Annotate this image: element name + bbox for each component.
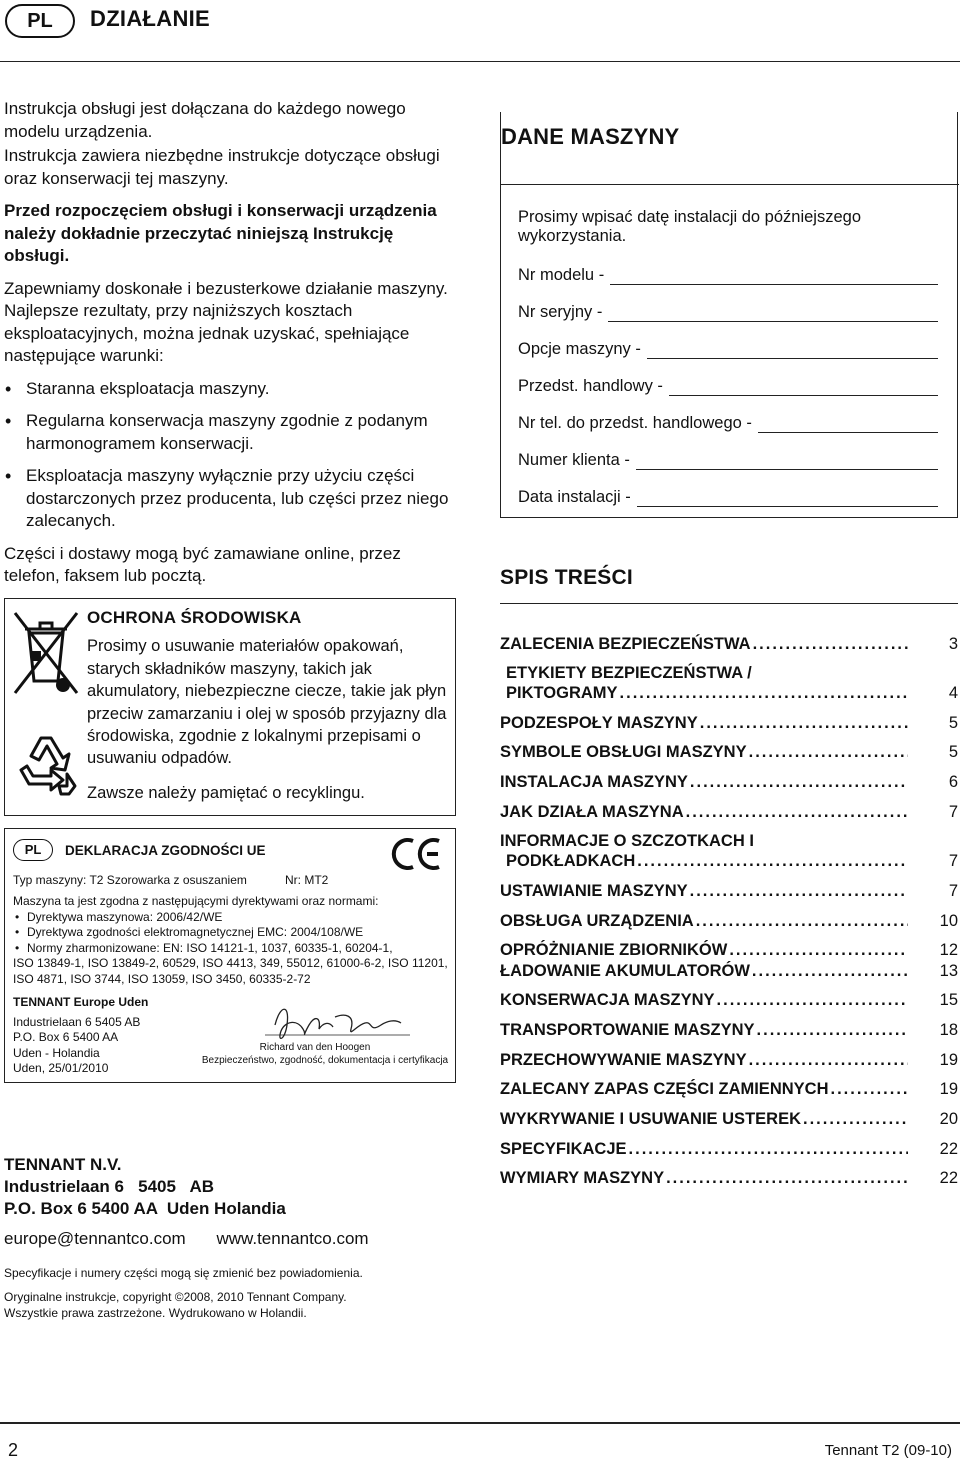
intro-paragraph-5: Części i dostawy mogą być zamawiane online, przez telefon, faksem lub pocztą. bbox=[4, 543, 401, 585]
company-address bbox=[4, 1154, 369, 1250]
company-email[interactable]: europe@tennantco.com bbox=[4, 1229, 186, 1248]
toc-page: 22 bbox=[939, 1169, 958, 1187]
toc-page: 4 bbox=[948, 684, 958, 702]
toc-dots bbox=[757, 1021, 908, 1040]
environment-text bbox=[87, 607, 447, 804]
toc-entry[interactable] bbox=[500, 1169, 958, 1189]
toc-entry-title: JAK DZIAŁA MASZYNA bbox=[500, 803, 684, 821]
toc-entry-title: WYKRYWANIE I USUWANIE USTEREK bbox=[500, 1110, 801, 1128]
toc-page: 13 bbox=[939, 962, 958, 980]
crossed-bin-icon bbox=[11, 609, 81, 697]
field-line[interactable] bbox=[636, 456, 938, 470]
copyright-line-1: Oryginalne instrukcje, copyright ©2008, 2010 Tennant Company. bbox=[4, 1290, 347, 1304]
toc-entry[interactable] bbox=[500, 635, 958, 655]
directives-intro: Maszyna ta jest zgodna z następującymi dyrektywami oraz normami: bbox=[13, 894, 379, 908]
list-item: • Eksploatacja maszyny wyłącznie przy użyciu części dostarczonych przez producenta, lub części przez niego zalecanych. bbox=[4, 465, 459, 533]
toc-dots bbox=[690, 882, 908, 901]
divider bbox=[500, 603, 958, 604]
list-item: • Staranna eksploatacja maszyny. bbox=[4, 378, 459, 401]
declaration-language-badge: PL bbox=[13, 839, 53, 861]
declaration-address bbox=[13, 995, 148, 1077]
toc-page: 3 bbox=[948, 635, 958, 653]
field-line[interactable] bbox=[669, 382, 938, 396]
toc-dots bbox=[686, 803, 908, 822]
declaration-city: Uden - Holandia bbox=[13, 1045, 100, 1060]
toc-entry-title: ŁADOWANIE AKUMULATORÓW bbox=[500, 962, 750, 980]
toc-page: 18 bbox=[939, 1021, 958, 1039]
machine-data-intro: Prosimy wpisać datę instalacji do późniejszego wykorzystania. bbox=[518, 208, 862, 245]
dealer-phone-field[interactable] bbox=[518, 414, 938, 433]
copyright-line-2: Wszystkie prawa zastrzeżone. Wydrukowano w Holandii. bbox=[4, 1305, 307, 1320]
toc-entry-title: TRANSPORTOWANIE MASZYNY bbox=[500, 1021, 755, 1039]
field-line[interactable] bbox=[637, 493, 938, 507]
toc-entry-title: KONSERWACJA MASZYNY bbox=[500, 991, 715, 1009]
toc-entry[interactable] bbox=[500, 1021, 958, 1041]
intro-paragraph-1: Instrukcja obsługi jest dołączana do każdego nowego modelu urządzenia. bbox=[4, 99, 406, 141]
environment-title: OCHRONA ŚRODOWISKA bbox=[87, 608, 302, 627]
field-label: Opcje maszyny - bbox=[518, 340, 641, 358]
model-number-field[interactable] bbox=[518, 266, 938, 285]
toc-dots bbox=[696, 912, 908, 931]
dealer-field[interactable] bbox=[518, 377, 938, 396]
field-label: Przedst. handlowy - bbox=[518, 377, 663, 395]
signer-role: Bezpieczeństwo, zgodność, dokumentacja i certyfikacja bbox=[201, 1055, 449, 1066]
toc-dots bbox=[637, 852, 908, 871]
list-item: • Dyrektywa maszynowa: 2006/42/WE bbox=[13, 910, 453, 926]
toc-dots bbox=[629, 1140, 908, 1159]
toc-entry[interactable] bbox=[500, 1051, 958, 1071]
environment-icons bbox=[11, 609, 81, 805]
toc-page: 6 bbox=[948, 773, 958, 791]
field-label: Nr seryjny - bbox=[518, 303, 603, 321]
machine-number: Nr: MT2 bbox=[285, 873, 329, 887]
page-title: DZIAŁANIE bbox=[90, 6, 211, 31]
intro-paragraph-4: Zapewniamy doskonałe i bezusterkowe działanie maszyny. Najlepsze rezultaty, przy najniższych kosztach eksploatacyjnych, można jednak uzyskać, spełniające następujące warunki: bbox=[4, 278, 448, 365]
field-line[interactable] bbox=[647, 345, 938, 359]
toc-entry-title: ETYKIETY BEZPIECZEŃSTWA / bbox=[506, 664, 752, 682]
toc-dots bbox=[666, 1169, 908, 1188]
company-website[interactable]: www.tennantco.com bbox=[216, 1229, 369, 1248]
toc-title: SPIS TREŚCI bbox=[500, 566, 633, 589]
ce-mark-icon bbox=[391, 837, 443, 871]
environment-body: Prosimy o usuwanie materiałów opakowań, starych składników maszyny, takich jak akumulatory, niebezpieczne ciecze, takie jak płyn przeciw zamarzaniu i olej w sposób przyjazny dla środowiska, zgodnie z lokalnymi przepisami o usuwaniu odpadów. bbox=[87, 637, 447, 768]
toc-page: 19 bbox=[939, 1051, 958, 1069]
toc-dots bbox=[752, 962, 908, 981]
toc-page: 15 bbox=[939, 991, 958, 1009]
toc-entry[interactable] bbox=[500, 1110, 958, 1130]
document-code: Tennant T2 (09-10) bbox=[824, 1442, 952, 1459]
toc-page: 12 bbox=[939, 941, 958, 959]
customer-number-field[interactable] bbox=[518, 451, 938, 470]
footer-divider bbox=[0, 1422, 960, 1424]
toc-entry-title: ZALECANY ZAPAS CZĘŚCI ZAMIENNYCH bbox=[500, 1080, 829, 1098]
signer-name: Richard van den Hoogen bbox=[259, 1042, 371, 1053]
list-item: • Normy zharmonizowane: EN: ISO 14121-1, 1037, 60335-1, 60204-1, bbox=[13, 941, 453, 957]
directives bbox=[13, 894, 453, 987]
toc-dots bbox=[749, 1051, 908, 1070]
declaration-box-address: P.O. Box 6 5400 AA bbox=[13, 1030, 119, 1044]
intro-paragraph-2: Instrukcja zawiera niezbędne instrukcje dotyczące obsługi oraz konserwacji tej maszyny. bbox=[4, 146, 440, 188]
toc-entry-title: USTAWIANIE MASZYNY bbox=[500, 882, 688, 900]
toc-entry-title-2: PIKTOGRAMY bbox=[506, 684, 618, 702]
toc-entry[interactable] bbox=[500, 991, 958, 1011]
toc-entry-title: ZALECENIA BEZPIECZEŃSTWA bbox=[500, 635, 751, 653]
declaration-date: Uden, 25/01/2010 bbox=[13, 1061, 109, 1075]
field-line[interactable] bbox=[758, 419, 938, 433]
toc-dots bbox=[753, 635, 908, 654]
toc-entry[interactable] bbox=[500, 1140, 958, 1160]
language-badge: PL bbox=[5, 4, 75, 38]
field-label: Data instalacji - bbox=[518, 488, 631, 506]
declaration-box bbox=[4, 828, 456, 1083]
toc-entry[interactable] bbox=[500, 962, 958, 982]
serial-number-field[interactable] bbox=[518, 303, 938, 322]
toc-entry[interactable] bbox=[500, 1080, 958, 1100]
machine-options-field[interactable] bbox=[518, 340, 938, 359]
toc-entry[interactable] bbox=[500, 664, 958, 704]
toc-entry[interactable] bbox=[500, 832, 958, 872]
toc-entry[interactable] bbox=[500, 882, 958, 902]
toc-entry[interactable] bbox=[500, 912, 958, 932]
company-box: P.O. Box 6 5400 AA Uden Holandia bbox=[4, 1199, 286, 1218]
toc-dots bbox=[700, 714, 908, 733]
field-line[interactable] bbox=[610, 271, 938, 285]
page-number: 2 bbox=[8, 1440, 19, 1460]
divider bbox=[500, 184, 959, 185]
toc-entry-title: OPRÓŻNIANIE ZBIORNIKÓW bbox=[500, 941, 728, 959]
toc-entry[interactable] bbox=[500, 743, 958, 763]
field-label: Nr tel. do przedst. handlowego - bbox=[518, 414, 752, 432]
toc-entry-title: SPECYFIKACJE bbox=[500, 1140, 627, 1158]
machine-data-box bbox=[500, 112, 958, 518]
toc-entry-title: PRZECHOWYWANIE MASZYNY bbox=[500, 1051, 747, 1069]
toc-entry[interactable] bbox=[500, 941, 958, 961]
toc-entry[interactable] bbox=[500, 773, 958, 793]
recycling-note: Zawsze należy pamiętać o recyklingu. bbox=[87, 783, 365, 802]
intro-warning: Przed rozpoczęciem obsługi i konserwacji urządzenia należy dokładnie przeczytać niniejszą Instrukcję obsługi. bbox=[4, 201, 437, 265]
toc-entry-title: INFORMACJE O SZCZOTKACH I bbox=[500, 832, 754, 850]
toc-dots bbox=[620, 684, 908, 703]
conditions-list bbox=[4, 378, 459, 533]
field-label: Nr modelu - bbox=[518, 266, 605, 284]
standards-continuation: ISO 13849-1, ISO 13849-2, 60529, ISO 4413, 349, 55012, 61000-6-2, ISO 11201, ISO 4871, ISO 3744, ISO 13059, ISO 3450, 60335-2-72 bbox=[13, 956, 448, 986]
field-line[interactable] bbox=[608, 308, 938, 322]
toc-dots bbox=[831, 1080, 909, 1099]
toc-entry-title-2: PODKŁADKACH bbox=[506, 852, 636, 870]
recycle-icon bbox=[11, 730, 81, 800]
toc-page: 7 bbox=[948, 803, 958, 821]
toc-page: 5 bbox=[948, 714, 958, 732]
company-contacts bbox=[4, 1228, 369, 1250]
field-label: Numer klienta - bbox=[518, 451, 630, 469]
toc-page: 7 bbox=[948, 852, 958, 870]
toc-dots bbox=[749, 743, 908, 762]
change-notice: Specyfikacje i numery części mogą się zmienić bez powiadomienia. bbox=[4, 1266, 363, 1280]
machine-type: Typ maszyny: T2 Szorowarka z osuszaniem bbox=[13, 873, 247, 887]
declaration-company: TENNANT Europe Uden bbox=[13, 995, 149, 1009]
declaration-title: DEKLARACJA ZGODNOŚCI UE bbox=[65, 843, 266, 858]
list-item: • Dyrektywa zgodności elektromagnetycznej EMC: 2004/108/WE bbox=[13, 925, 453, 941]
toc-dots bbox=[690, 773, 908, 792]
toc-page: 22 bbox=[939, 1140, 958, 1158]
declaration-street: Industrielaan 6 5405 AB bbox=[13, 1014, 141, 1029]
company-name: TENNANT N.V. bbox=[4, 1155, 122, 1174]
toc-entry-title: SYMBOLE OBSŁUGI MASZYNY bbox=[500, 743, 747, 761]
toc-page: 10 bbox=[939, 912, 958, 930]
toc-entry[interactable] bbox=[500, 803, 958, 823]
toc-entry-title: INSTALACJA MASZYNY bbox=[500, 773, 688, 791]
environment-box bbox=[4, 598, 456, 816]
list-item: • Regularna konserwacja maszyny zgodnie z podanym harmonogramem konserwacji. bbox=[4, 410, 459, 455]
installation-date-field[interactable] bbox=[518, 488, 938, 507]
toc-dots bbox=[729, 941, 908, 960]
toc-entry[interactable] bbox=[500, 714, 958, 734]
toc-entry-title: PODZESPOŁY MASZYNY bbox=[500, 714, 698, 732]
page-header bbox=[0, 0, 960, 62]
toc-dots bbox=[803, 1110, 908, 1129]
toc-entry-title: OBSŁUGA URZĄDZENIA bbox=[500, 912, 694, 930]
directives-list bbox=[13, 910, 453, 957]
company-street: Industrielaan 6 5405 AB bbox=[4, 1177, 215, 1196]
copyright bbox=[4, 1290, 347, 1321]
toc-page: 7 bbox=[948, 882, 958, 900]
toc-dots bbox=[717, 991, 908, 1010]
machine-data-title: DANE MASZYNY bbox=[501, 124, 680, 149]
toc-page: 19 bbox=[939, 1080, 958, 1098]
toc-entry-title: WYMIARY MASZYNY bbox=[500, 1169, 665, 1187]
toc-page: 20 bbox=[939, 1110, 958, 1128]
toc-page: 5 bbox=[948, 743, 958, 761]
intro-section bbox=[4, 98, 459, 598]
